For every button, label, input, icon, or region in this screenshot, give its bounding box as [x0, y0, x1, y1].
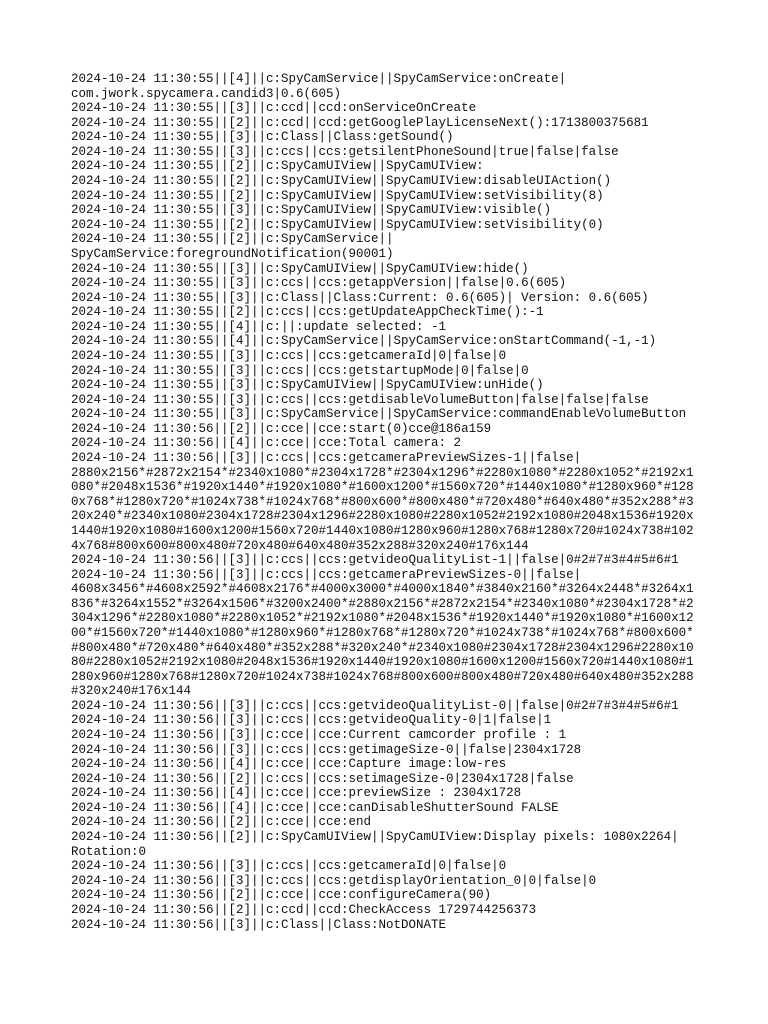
log-line: 2024-10-24 11:30:56||[4]||c:cce||cce:Capture image:low-res — [71, 757, 507, 772]
log-line: 2024-10-24 11:30:56||[2]||c:cce||cce:configureCamera(90) — [71, 888, 492, 903]
log-line: 2024-10-24 11:30:55||[3]||c:ccs||ccs:getsilentPhoneSound|true|false|false — [71, 144, 619, 159]
log-line: 2024-10-24 11:30:55||[4]||c:SpyCamService||SpyCamService:onStartCommand(-1,-1) — [71, 334, 657, 349]
log-line: 2024-10-24 11:30:56||[3]||c:ccs||ccs:getcameraPreviewSizes-0||false| — [71, 567, 582, 582]
log-line: 2024-10-24 11:30:55||[2]||c:SpyCamUIView||SpyCamUIView:setVisibility(8) — [71, 188, 604, 203]
log-line: 2024-10-24 11:30:55||[3]||c:ccs||ccs:getstartupMode|0|false|0 — [71, 363, 529, 378]
log-line: Rotation:0 — [71, 844, 147, 859]
log-line: 2024-10-24 11:30:56||[4]||c:cce||cce:Total camera: 2 — [71, 436, 462, 451]
log-line: 2024-10-24 11:30:55||[2]||c:SpyCamUIView||SpyCamUIView: — [71, 159, 484, 174]
log-line: 2024-10-24 11:30:55||[2]||c:SpyCamUIView||SpyCamUIView:setVisibility(0) — [71, 217, 604, 232]
log-line: 2024-10-24 11:30:56||[3]||c:ccs||ccs:getvideoQualityList-0||false|0#2#7#3#4#5#6#1 — [71, 698, 679, 713]
log-line: 80#2280x1052#2192x1080#2048x1536#1920x1440#1920x1080#1600x1200#1560x720#1440x1080#1 — [71, 655, 694, 670]
log-line: 2024-10-24 11:30:56||[3]||c:cce||cce:Current camcorder profile : 1 — [71, 728, 567, 743]
log-line: 280x960#1280x768#1280x720#1024x738#1024x768#800x600#800x480#720x480#640x480#352x288 — [71, 669, 694, 684]
log-line: 2024-10-24 11:30:55||[3]||c:ccs||ccs:getappVersion||false|0.6(605) — [71, 276, 567, 291]
log-line: 2024-10-24 11:30:56||[2]||c:ccd||ccd:CheckAccess 1729744256373 — [71, 902, 537, 917]
log-line: 2024-10-24 11:30:55||[2]||c:ccd||ccd:getGooglePlayLicenseNext():1713800375681 — [71, 115, 649, 130]
log-line: 2024-10-24 11:30:56||[4]||c:cce||cce:canDisableShutterSound FALSE — [71, 800, 559, 815]
log-line: 2024-10-24 11:30:56||[3]||c:ccs||ccs:getcameraId|0|false|0 — [71, 859, 507, 874]
log-line: 2024-10-24 11:30:56||[3]||c:ccs||ccs:getvideoQuality-0|1|false|1 — [71, 713, 552, 728]
log-line: 00*#1560x720*#1440x1080*#1280x960*#1280x768*#1280x720*#1024x738*#1024x768*#800x600* — [71, 625, 694, 640]
log-line: 2024-10-24 11:30:56||[2]||c:cce||cce:end — [71, 815, 372, 830]
log-line: 2024-10-24 11:30:55||[4]||c:||:update selected: -1 — [71, 319, 447, 334]
log-line: 2024-10-24 11:30:56||[3]||c:ccs||ccs:getimageSize-0||false|2304x1728 — [71, 742, 582, 757]
log-line: 4608x3456*#4608x2592*#4608x2176*#4000x3000*#4000x1840*#3840x2160*#3264x2448*#3264x1 — [71, 582, 694, 597]
log-line: 2024-10-24 11:30:55||[3]||c:SpyCamUIView||SpyCamUIView:unHide() — [71, 378, 544, 393]
log-line: SpyCamService:foregroundNotification(90001) — [71, 246, 394, 261]
log-line: com.jwork.spycamera.candid3|0.6(605) — [71, 86, 342, 101]
log-line: 0x768*#1280x720*#1024x738*#1024x768*#800x600*#800x480*#720x480*#640x480*#352x288*#3 — [71, 494, 694, 509]
log-line: 2024-10-24 11:30:55||[3]||c:ccs||ccs:getdisableVolumeButton|false|false|false — [71, 392, 649, 407]
log-line: 2024-10-24 11:30:56||[2]||c:cce||cce:start(0)cce@186a159 — [71, 421, 492, 436]
log-line: 2024-10-24 11:30:56||[2]||c:SpyCamUIView||SpyCamUIView:Display pixels: 1080x2264| — [71, 830, 679, 845]
log-document — [71, 72, 701, 932]
log-line: 2024-10-24 11:30:55||[3]||c:ccd||ccd:onServiceOnCreate — [71, 101, 477, 116]
log-line: 2024-10-24 11:30:55||[2]||c:SpyCamUIView||SpyCamUIView:disableUIAction() — [71, 174, 612, 189]
log-line: 2024-10-24 11:30:56||[3]||c:ccs||ccs:getcameraPreviewSizes-1||false| — [71, 451, 582, 466]
log-line: 2024-10-24 11:30:55||[3]||c:Class||Class:getSound() — [71, 130, 454, 145]
log-line: #320x240#176x144 — [71, 684, 192, 699]
log-line: 080*#2048x1536*#1920x1440*#1920x1080*#1600x1200*#1560x720*#1440x1080*#1280x960*#128 — [71, 480, 694, 495]
log-line: 2024-10-24 11:30:55||[4]||c:SpyCamService||SpyCamService:onCreate| — [71, 72, 567, 86]
log-line: 836*#3264x1552*#3264x1506*#3200x2400*#2880x2156*#2872x2154*#2340x1080*#2304x1728*#2 — [71, 596, 694, 611]
log-line: 20x240*#2340x1080#2304x1728#2304x1296#2280x1080#2280x1052#2192x1080#2048x1536#1920x — [71, 509, 694, 524]
log-line: 2024-10-24 11:30:56||[3]||c:ccs||ccs:getdisplayOrientation_0|0|false|0 — [71, 873, 597, 888]
log-line: #800x480*#720x480*#640x480*#352x288*#320x240*#2340x1080#2304x1728#2304x1296#2280x10 — [71, 640, 694, 655]
log-line: 2024-10-24 11:30:55||[3]||c:SpyCamUIView||SpyCamUIView:hide() — [71, 261, 529, 276]
log-line: 2024-10-24 11:30:55||[2]||c:ccs||ccs:getUpdateAppCheckTime():-1 — [71, 305, 544, 320]
log-line: 2024-10-24 11:30:56||[3]||c:Class||Class:NotDONATE — [71, 917, 447, 932]
log-line: 304x1296*#2280x1080*#2280x1052*#2192x1080*#2048x1536*#1920x1440*#1920x1080*#1600x12 — [71, 611, 694, 626]
log-line: 2024-10-24 11:30:55||[3]||c:SpyCamUIView||SpyCamUIView:visible() — [71, 203, 552, 218]
log-line: 2024-10-24 11:30:55||[2]||c:SpyCamService|| — [71, 232, 394, 247]
log-line: 2024-10-24 11:30:55||[3]||c:SpyCamService||SpyCamService:commandEnableVolumeButton — [71, 407, 687, 422]
log-line: 1440#1920x1080#1600x1200#1560x720#1440x1080#1280x960#1280x768#1280x720#1024x738#102 — [71, 523, 694, 538]
log-line: 2024-10-24 11:30:56||[2]||c:ccs||ccs:setimageSize-0|2304x1728|false — [71, 771, 574, 786]
log-line: 2024-10-24 11:30:55||[3]||c:ccs||ccs:getcameraId|0|false|0 — [71, 348, 507, 363]
log-line: 2024-10-24 11:30:56||[4]||c:cce||cce:previewSize : 2304x1728 — [71, 786, 522, 801]
log-line: 4x768#800x600#800x480#720x480#640x480#352x288#320x240#176x144 — [71, 538, 529, 553]
log-line: 2024-10-24 11:30:55||[3]||c:Class||Class:Current: 0.6(605)| Version: 0.6(605) — [71, 290, 649, 305]
log-line: 2880x2156*#2872x2154*#2340x1080*#2304x1728*#2304x1296*#2280x1080*#2280x1052*#2192x1 — [71, 465, 694, 480]
log-line: 2024-10-24 11:30:56||[3]||c:ccs||ccs:getvideoQualityList-1||false|0#2#7#3#4#5#6#1 — [71, 553, 679, 568]
